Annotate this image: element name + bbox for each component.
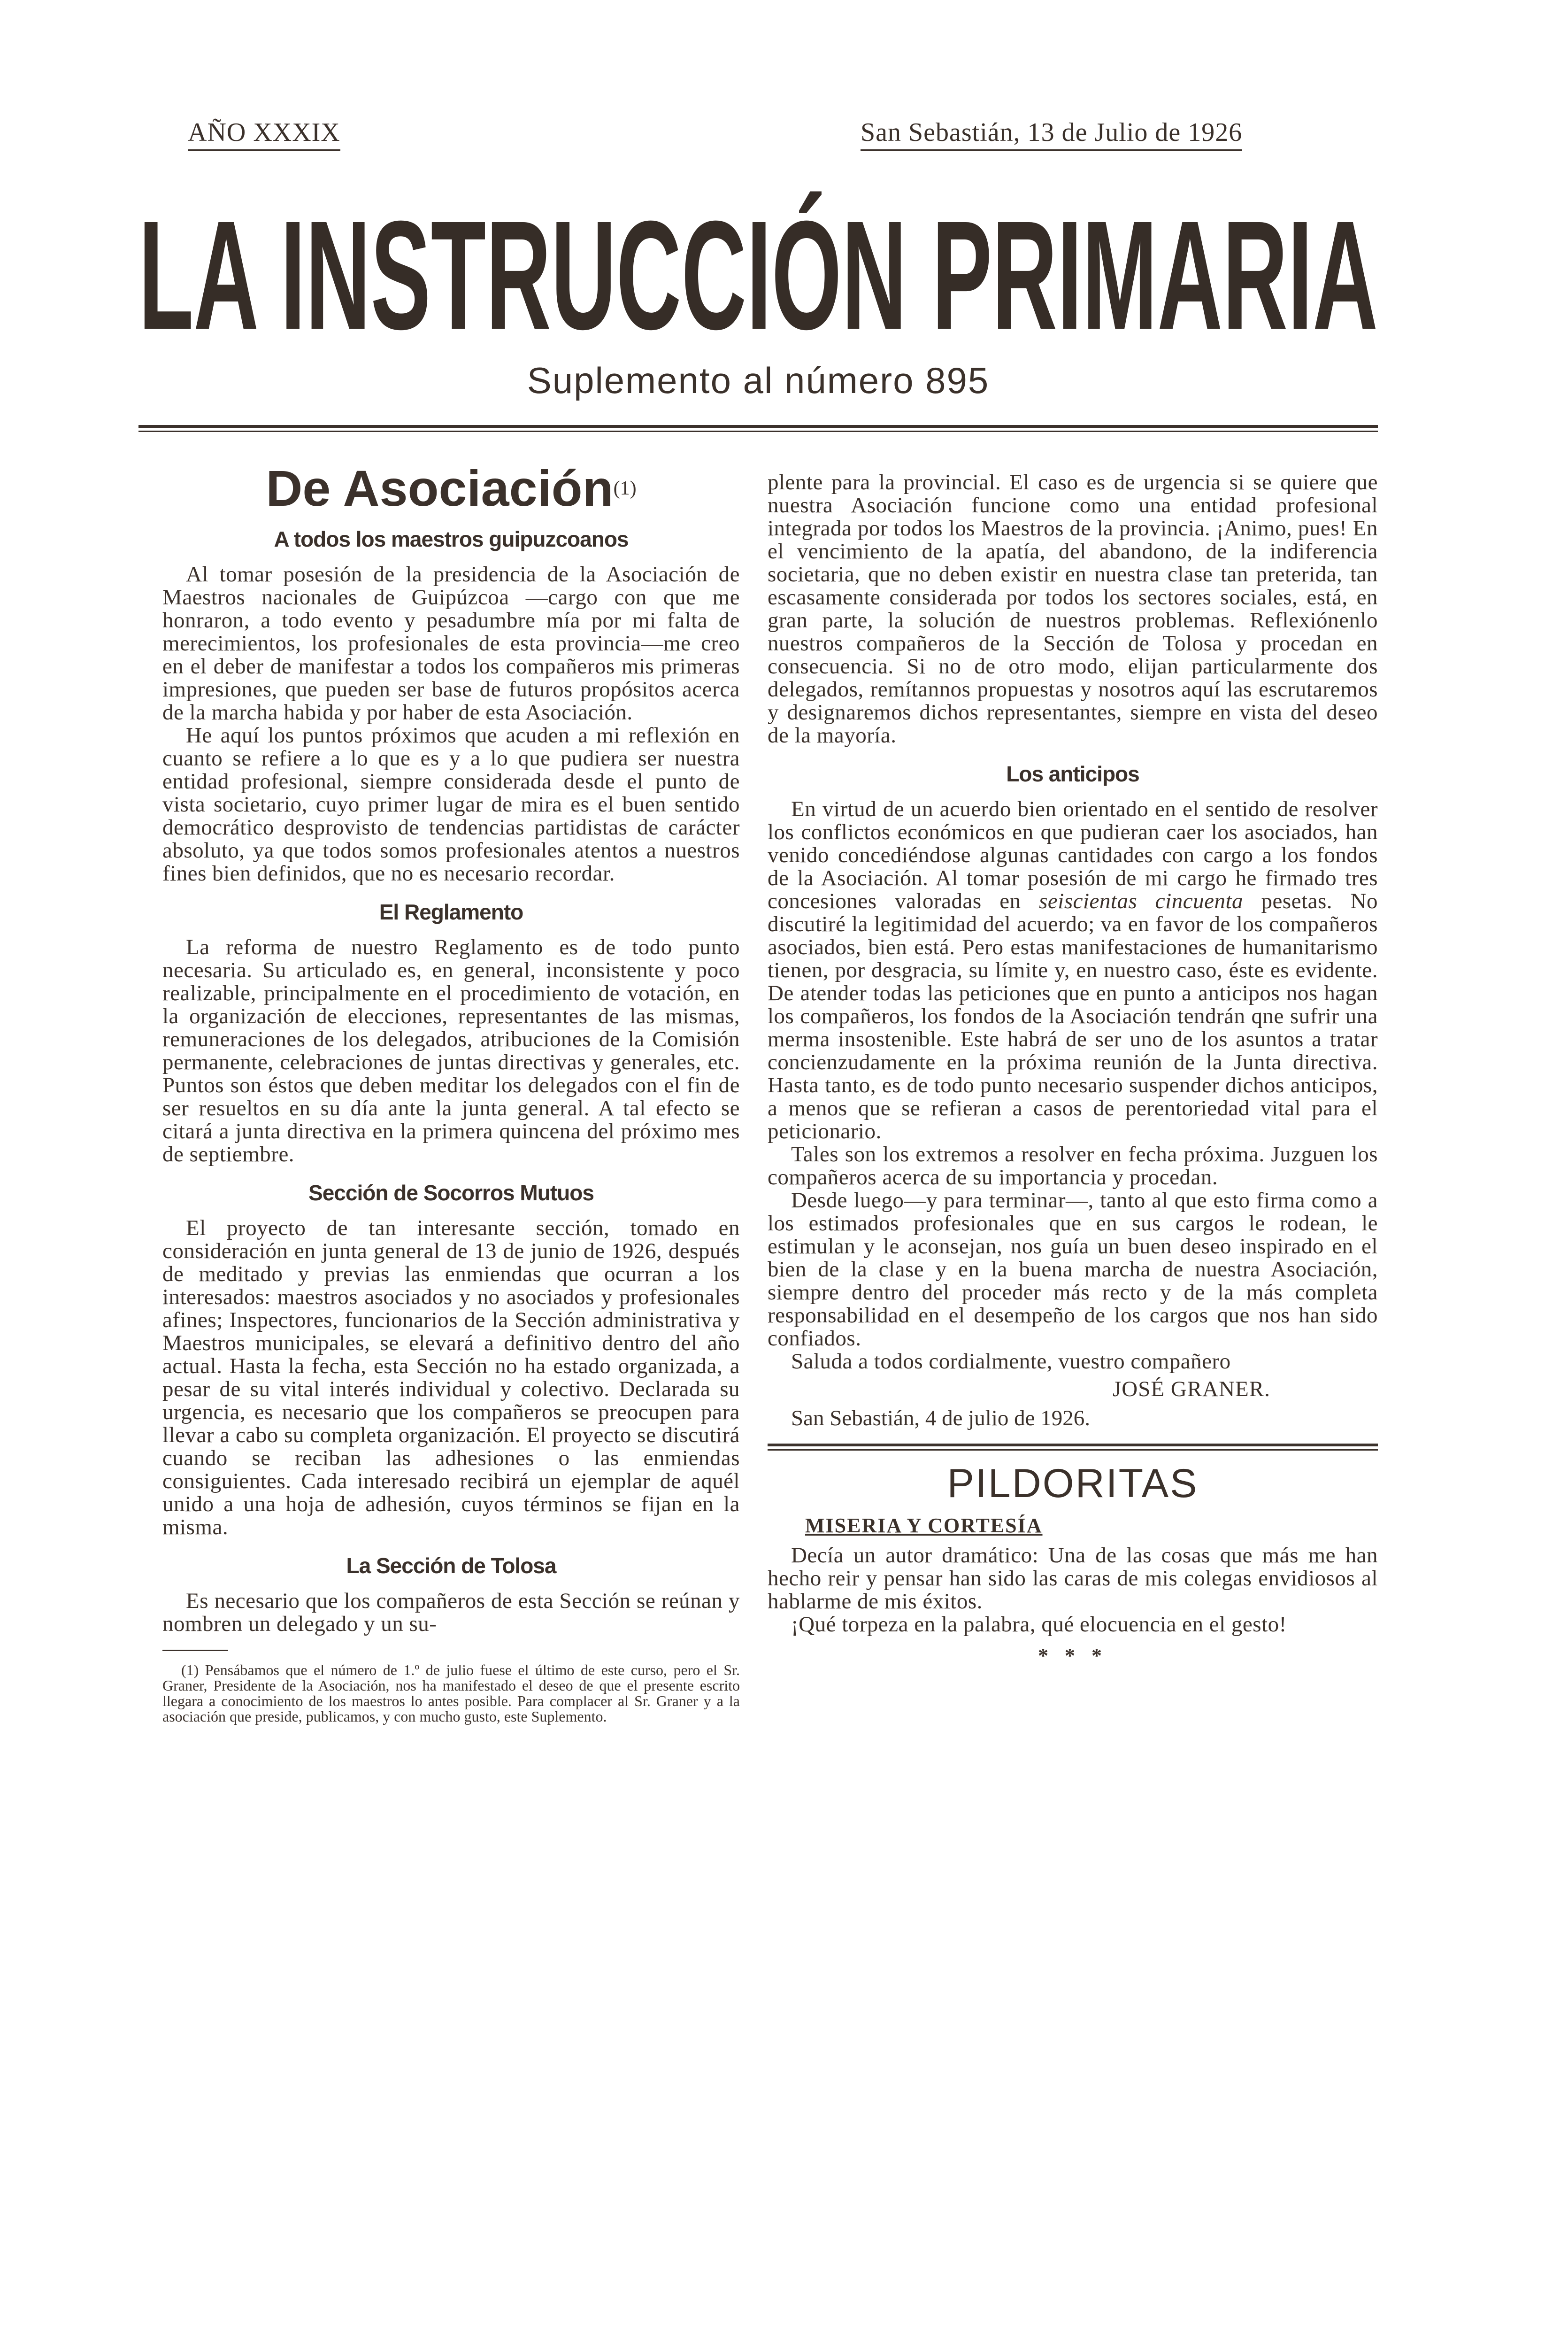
pildoritas-heading: MISERIA Y CORTESÍA [805, 1514, 1043, 1537]
signature: JOSÉ GRANER. [1113, 1377, 1270, 1401]
year-label: AÑO XXXIX [188, 117, 340, 151]
article-subheading: A todos los maestros guipuzcoanos [274, 527, 629, 551]
paragraph: plente para la provincial. El caso es de urgencia si se quiere que nuestra Asociación funcione como una entidad profesional integrada por todos los Maestros de la provincia. ¡Animo, pues! En el vencimiento de la apatía, del abandono, de la indiferencia societaria, que no deben existir en nuestra clase tan preterida, tan escasamente considerada por todos los sectores sociales, está, en gran parte, la solución de nuestros problemas. Reflexiónenlo nuestros compañeros de la Sección de Tolosa y procedan en consecuencia. Si no de otro modo, elijan particularmente dos delegados, remítannos propuestas y nosotros aquí las escrutaremos y designaremos dichos representantes, siempre en vista del deseo de la mayoría. [768, 470, 1378, 748]
intro-text [162, 563, 740, 885]
text-run: pesetas. No discutiré la legitimidad del acuerdo; va en favor de los compañeros asociados, bien está. Pero estas manifestaciones de humanitarismo tienen, por desgracia, su límite y, en nuestro caso, éste es evidente. De atender todas las peticiones que en punto a anticipos nos hagan los compañeros, los fondos de la Asociación tendrán qne sufrir una merma insostenible. Este habrá de ser uno de los asuntos a tratar concienzudamente en la próxima reunión de la Junta directiva. Hasta tanto, es de todo punto necesario suspender dichos anticipos, a menos que se refieran a casos de perentoriedad vital para el peticionario. [768, 889, 1378, 1143]
paragraph: La reforma de nuestro Reglamento es de todo punto necesaria. Su articulado es, en general, inconsistente y poco realizable, principalmente en el procedimiento de votación, en la organización de elecciones, representantes de las mismas, remuneraciones de los delegados, atribuciones de la Comisión permanente, celebraciones de juntas directivas y generales, etc. Puntos son éstos que deben meditar los delegados con el fin de ser resueltos en su día ante la junta general. A tal efecto se citará a junta directiva en la primera quincena del próximo mes de septiembre. [162, 935, 740, 1166]
sign-date: San Sebastián, 4 de julio de 1926. [791, 1406, 1091, 1430]
paragraph: Es necesario que los compañeros de esta Sección se reúnan y nombren un delegado y un su- [162, 1589, 740, 1636]
supplement-subtitle: Suplemento al número 895 [527, 360, 990, 401]
reglamento-text [162, 936, 740, 1166]
anticipos-text [768, 798, 1378, 1373]
text-run: En virtud de un acuerdo bien orientado en el sentido de resolver los conflictos económicos en que pudieran caer los asociados, han venido concediéndose algunas cantidades con cargo a los fondos de la Asociación. Al tomar posesión de mi cargo he firmado tres concesiones valoradas en [768, 797, 1378, 913]
paragraph: Decía un autor dramático: Una de las cosas que más me han hecho reir y pensar han sido las caras de mis colegas envidiosos al hablarme de mis éxitos. [768, 1543, 1378, 1614]
footnote [162, 1662, 740, 1724]
paragraph: Tales son los extremos a resolver en fecha próxima. Juzguen los compañeros acerca de su importancia y procedan. [768, 1142, 1378, 1189]
footnote-text: (1) Pensábamos que el número de 1.º de julio fuese el último de este curso, pero el Sr. Graner, Presidente de la Asociación, nos ha manifestado el deseo de que el presente escrito llegara a conocimiento de los maestros lo antes posible. Para complacer al Sr. Graner y a la asociación que preside, publicamos, y con mucho gusto, este Suplemento. [162, 1661, 740, 1725]
article-title [162, 458, 740, 519]
paragraph: Al tomar posesión de la presidencia de la Asociación de Maestros nacionales de Guipúzcoa —cargo con que me honraron, a todo evento y pesadumbre mía por mi falta de merecimientos, los profesionales de esta provincia—me creo en el deber de manifestar a todos los compañeros mis primeras impresiones, que pueden ser base de futuros propósitos acerca de la marcha habida y por haber de esta Asociación. [162, 562, 740, 725]
paragraph: El proyecto de tan interesante sección, tomado en consideración en junta general de 13 de junio de 1926, después de meditado y previas las enmiendas que ocurran a los interesados: maestros asociados y no asociados y profesionales afines; Inspectores, funcionarios de la Sección administrativa y Maestros municipales, se elevará a definitivo dentro del año actual. Hasta la fecha, esta Sección no ha estado organizada, a pesar de su vital interés individual y colectivo. Declarada su urgencia, es necesario que los compañeros se preocupen para llevar a cabo su completa organización. El proyecto se discutirá cuando se reciban las adhesiones o las enmiendas consiguientes. Cada interesado recibirá un ejemplar de aquél unido a una hoja de adhesión, cuyos términos se fijan en la misma. [162, 1216, 740, 1539]
masthead-title: LA INSTRUCCIÓN PRIMARIA [138, 188, 1378, 343]
socorros-text [162, 1217, 740, 1539]
footnote-rule [162, 1650, 228, 1651]
right-column [768, 471, 1378, 1668]
paragraph [768, 798, 1378, 1143]
article-title-text: De Asociación [266, 460, 614, 517]
paragraph: Saluda a todos cordialmente, vuestro compañero [791, 1349, 1231, 1374]
section-heading-anticipos: Los anticipos [1006, 762, 1139, 786]
date-place: San Sebastián, 13 de Julio de 1926 [861, 117, 1242, 151]
pildoritas-rule [768, 1444, 1378, 1451]
pildoritas-text [768, 1544, 1378, 1636]
section-heading-socorros: Sección de Socorros Mutuos [308, 1181, 594, 1205]
left-column [162, 458, 740, 1724]
pildoritas-title: PILDORITAS [947, 1461, 1199, 1506]
paragraph: ¡Qué torpeza en la palabra, qué elocuencia en el gesto! [791, 1612, 1287, 1637]
masthead [138, 188, 1378, 343]
italic-amount: seiscientas cincuenta [1039, 889, 1244, 913]
separator-asterisks: * * * [1038, 1644, 1107, 1667]
footnote-mark: (1) [613, 478, 637, 499]
tolosa-text-part1 [162, 1590, 740, 1636]
paragraph: Desde luego—y para terminar—, tanto al que esto firma como a los estimados profesionales que en sus cargos le rodean, le estimulan y le aconsejan, nos guía un buen deseo inspirado en el bien de la clase y en la buena marcha de nuestra Asociación, siempre dentro del proceder más recto y de la más completa responsabilidad en el desempeño de los cargos que nos han sido confiados. [768, 1188, 1378, 1351]
tolosa-text-part2 [768, 471, 1378, 747]
section-heading-reglamento: El Reglamento [379, 900, 523, 924]
section-heading-tolosa: La Sección de Tolosa [346, 1553, 556, 1578]
header-rule [138, 425, 1378, 432]
paragraph: He aquí los puntos próximos que acuden a mi reflexión en cuanto se refiere a lo que es y a lo que pudiera ser nuestra entidad profesional, siempre considerada desde el punto de vista societario, cuyo primer lugar de mira es el buen sentido democrático desprovisto de tendencias partidistas de carácter absoluto, ya que todos somos profesionales atentos a nuestros fines bien definidos, que no es necesario recordar. [162, 723, 740, 886]
